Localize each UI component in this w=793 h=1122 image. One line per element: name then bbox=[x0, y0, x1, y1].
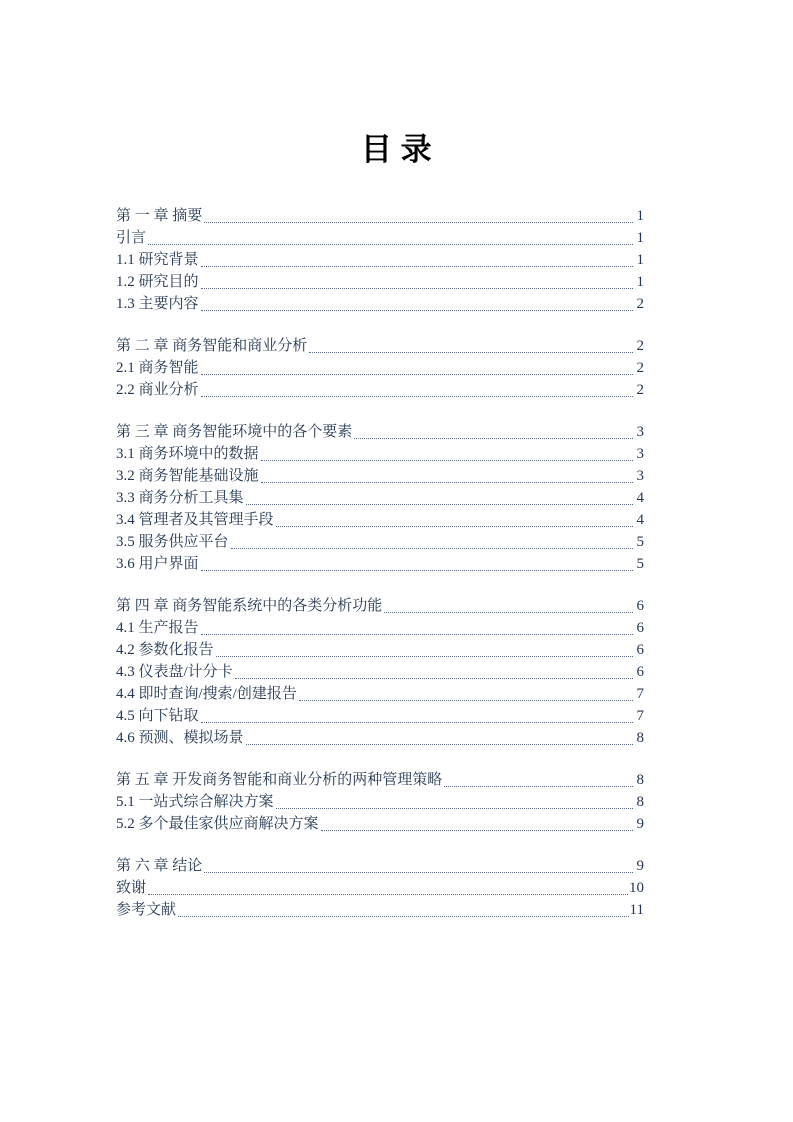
toc-entry-label: 引言 bbox=[116, 230, 147, 246]
toc-page-number: 6 bbox=[636, 620, 644, 636]
toc-chapter-entry[interactable] bbox=[116, 595, 644, 617]
toc-section-entry[interactable] bbox=[116, 617, 644, 639]
toc-page-number: 8 bbox=[636, 772, 644, 788]
toc-page-number: 3 bbox=[636, 446, 644, 462]
toc-page-number: 2 bbox=[636, 338, 644, 354]
toc-section-entry[interactable] bbox=[116, 727, 644, 749]
toc-dot-leader bbox=[201, 288, 633, 289]
toc-page-number: 9 bbox=[636, 858, 644, 874]
toc-entry-label: 第 五 章 开发商务智能和商业分析的两种管理策略 bbox=[116, 772, 443, 788]
toc-dot-leader bbox=[309, 352, 633, 353]
toc-dot-leader bbox=[201, 570, 633, 571]
toc-entry-label: 第 四 章 商务智能系统中的各类分析功能 bbox=[116, 598, 383, 614]
toc-section-entry[interactable] bbox=[116, 791, 644, 813]
toc-entry-label: 3.5 服务供应平台 bbox=[116, 534, 229, 550]
toc-page-number: 8 bbox=[636, 730, 644, 746]
toc-chapter-group bbox=[116, 595, 644, 749]
toc-page-number: 7 bbox=[636, 708, 644, 724]
table-of-contents bbox=[116, 205, 644, 921]
toc-page-number: 4 bbox=[636, 490, 644, 506]
toc-section-entry[interactable] bbox=[116, 357, 644, 379]
toc-dot-leader bbox=[231, 548, 633, 549]
toc-dot-leader bbox=[201, 634, 633, 635]
toc-entry-label: 4.3 仪表盘/计分卡 bbox=[116, 664, 233, 680]
toc-page-number: 1 bbox=[636, 208, 644, 224]
toc-section-entry[interactable] bbox=[116, 465, 644, 487]
toc-entry-label: 4.2 参数化报告 bbox=[116, 642, 214, 658]
toc-chapter-entry[interactable] bbox=[116, 335, 644, 357]
toc-dot-leader bbox=[201, 722, 633, 723]
toc-dot-leader bbox=[276, 526, 633, 527]
toc-chapter-group bbox=[116, 769, 644, 835]
toc-page-number: 10 bbox=[629, 880, 644, 896]
toc-dot-leader bbox=[204, 222, 633, 223]
toc-chapter-entry[interactable] bbox=[116, 769, 644, 791]
toc-entry-label: 第 三 章 商务智能环境中的各个要素 bbox=[116, 424, 353, 440]
toc-section-entry[interactable] bbox=[116, 509, 644, 531]
toc-entry-label: 2.1 商务智能 bbox=[116, 360, 199, 376]
toc-entry-label: 致谢 bbox=[116, 880, 147, 896]
toc-dot-leader bbox=[216, 656, 633, 657]
toc-section-entry[interactable] bbox=[116, 271, 644, 293]
toc-page-number: 3 bbox=[636, 424, 644, 440]
toc-dot-leader bbox=[321, 830, 633, 831]
toc-dot-leader bbox=[261, 460, 633, 461]
toc-page-number: 5 bbox=[636, 556, 644, 572]
toc-section-entry[interactable] bbox=[116, 293, 644, 315]
toc-dot-leader bbox=[246, 744, 633, 745]
toc-section-entry[interactable] bbox=[116, 443, 644, 465]
toc-dot-leader bbox=[444, 786, 633, 787]
toc-entry-label: 参考文献 bbox=[116, 902, 177, 918]
toc-page-number: 9 bbox=[636, 816, 644, 832]
toc-chapter-entry[interactable] bbox=[116, 421, 644, 443]
toc-section-entry[interactable] bbox=[116, 705, 644, 727]
toc-entry-label: 4.4 即时查询/搜索/创建报告 bbox=[116, 686, 297, 702]
toc-entry-label: 3.2 商务智能基础设施 bbox=[116, 468, 259, 484]
toc-section-entry[interactable] bbox=[116, 899, 644, 921]
toc-section-entry[interactable] bbox=[116, 553, 644, 575]
toc-page-number: 1 bbox=[636, 230, 644, 246]
toc-entry-label: 3.6 用户界面 bbox=[116, 556, 199, 572]
toc-section-entry[interactable] bbox=[116, 487, 644, 509]
toc-chapter-group bbox=[116, 205, 644, 315]
toc-dot-leader bbox=[178, 916, 629, 917]
toc-entry-label: 1.1 研究背景 bbox=[116, 252, 199, 268]
toc-dot-leader bbox=[261, 482, 633, 483]
toc-entry-label: 第 二 章 商务智能和商业分析 bbox=[116, 338, 308, 354]
toc-entry-label: 4.5 向下钻取 bbox=[116, 708, 199, 724]
toc-entry-label: 5.2 多个最佳家供应商解决方案 bbox=[116, 816, 319, 832]
toc-chapter-group bbox=[116, 421, 644, 575]
toc-chapter-group bbox=[116, 335, 644, 401]
toc-entry-label: 1.2 研究目的 bbox=[116, 274, 199, 290]
toc-entry-label: 4.6 预测、模拟场景 bbox=[116, 730, 244, 746]
toc-dot-leader bbox=[354, 438, 633, 439]
toc-entry-label: 第 一 章 摘要 bbox=[116, 208, 203, 224]
toc-page-number: 7 bbox=[636, 686, 644, 702]
toc-chapter-group bbox=[116, 855, 644, 921]
toc-section-entry[interactable] bbox=[116, 227, 644, 249]
toc-page-number: 6 bbox=[636, 598, 644, 614]
toc-entry-label: 3.1 商务环境中的数据 bbox=[116, 446, 259, 462]
toc-chapter-entry[interactable] bbox=[116, 855, 644, 877]
toc-section-entry[interactable] bbox=[116, 249, 644, 271]
toc-page-number: 5 bbox=[636, 534, 644, 550]
toc-dot-leader bbox=[276, 808, 633, 809]
toc-page-number: 2 bbox=[636, 296, 644, 312]
toc-page-number: 2 bbox=[636, 382, 644, 398]
toc-dot-leader bbox=[235, 678, 633, 679]
toc-dot-leader bbox=[201, 374, 633, 375]
toc-section-entry[interactable] bbox=[116, 813, 644, 835]
toc-section-entry[interactable] bbox=[116, 639, 644, 661]
toc-page-number: 8 bbox=[636, 794, 644, 810]
toc-page-number: 2 bbox=[636, 360, 644, 376]
toc-page-number: 11 bbox=[629, 902, 644, 918]
toc-dot-leader bbox=[148, 894, 628, 895]
toc-page-number: 3 bbox=[636, 468, 644, 484]
toc-section-entry[interactable] bbox=[116, 379, 644, 401]
toc-chapter-entry[interactable] bbox=[116, 205, 644, 227]
toc-dot-leader bbox=[148, 244, 633, 245]
toc-page-number: 6 bbox=[636, 642, 644, 658]
toc-dot-leader bbox=[384, 612, 633, 613]
toc-page-number: 1 bbox=[636, 274, 644, 290]
toc-section-entry[interactable] bbox=[116, 877, 644, 899]
toc-entry-label: 3.3 商务分析工具集 bbox=[116, 490, 244, 506]
toc-dot-leader bbox=[201, 396, 633, 397]
page-title: 目 录 bbox=[360, 132, 433, 167]
toc-dot-leader bbox=[201, 266, 633, 267]
toc-entry-label: 5.1 一站式综合解决方案 bbox=[116, 794, 274, 810]
toc-section-entry[interactable] bbox=[116, 683, 644, 705]
toc-section-entry[interactable] bbox=[116, 531, 644, 553]
toc-entry-label: 1.3 主要内容 bbox=[116, 296, 199, 312]
toc-page-number: 4 bbox=[636, 512, 644, 528]
toc-entry-label: 4.1 生产报告 bbox=[116, 620, 199, 636]
toc-dot-leader bbox=[246, 504, 633, 505]
toc-section-entry[interactable] bbox=[116, 661, 644, 683]
toc-dot-leader bbox=[299, 700, 633, 701]
toc-dot-leader bbox=[201, 310, 633, 311]
toc-page-number: 1 bbox=[636, 252, 644, 268]
toc-entry-label: 2.2 商业分析 bbox=[116, 382, 199, 398]
toc-page-number: 6 bbox=[636, 664, 644, 680]
toc-entry-label: 3.4 管理者及其管理手段 bbox=[116, 512, 274, 528]
toc-dot-leader bbox=[204, 872, 633, 873]
toc-entry-label: 第 六 章 结论 bbox=[116, 858, 203, 874]
